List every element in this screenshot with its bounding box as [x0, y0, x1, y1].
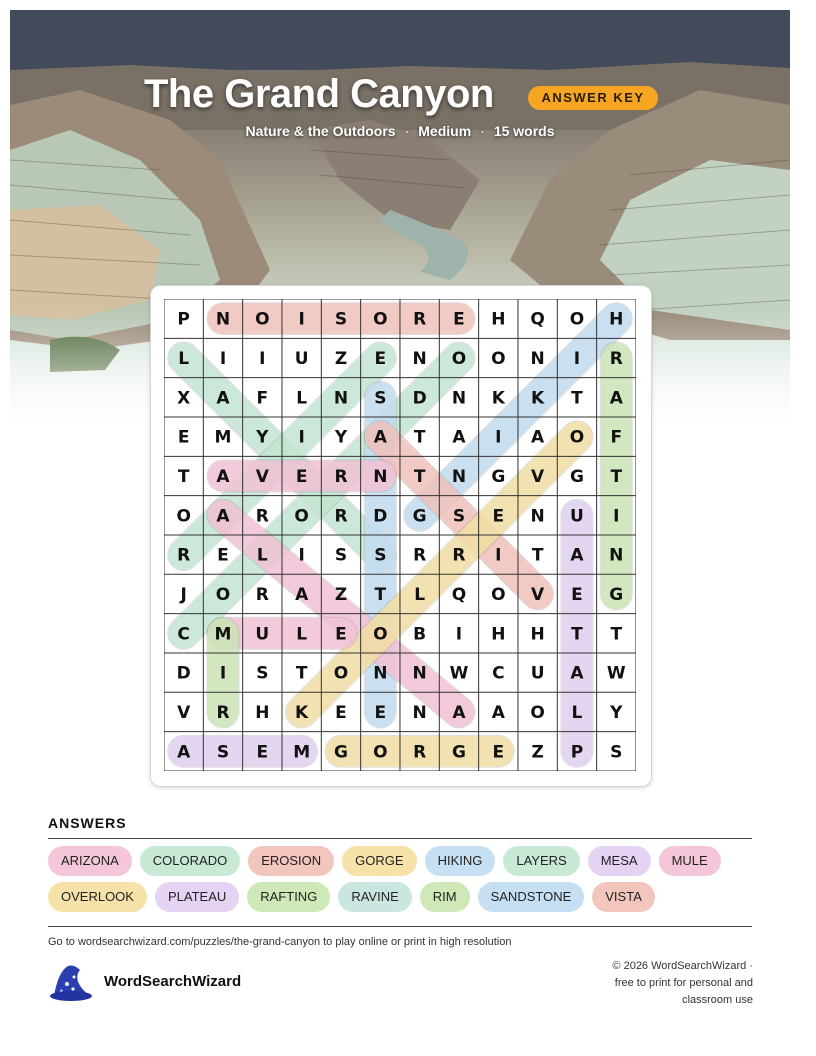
grid-cell[interactable]: I: [573, 348, 581, 369]
grid-cell[interactable]: N: [215, 309, 231, 330]
grid-cell[interactable]: R: [177, 545, 191, 566]
grid-cell[interactable]: D: [176, 663, 191, 684]
grid-cell[interactable]: Z: [334, 348, 348, 369]
answers-list: [48, 846, 768, 912]
grid-cell[interactable]: A: [452, 427, 466, 448]
answer-word: LAYERS: [503, 846, 579, 876]
grid-cell[interactable]: C: [177, 624, 190, 645]
grid-cell[interactable]: A: [609, 388, 623, 409]
grid-cell[interactable]: V: [531, 466, 545, 487]
grid-cell[interactable]: Y: [610, 702, 623, 723]
brand-name: WordSearchWizard: [104, 973, 242, 990]
grid-cell[interactable]: F: [610, 427, 623, 448]
grid-cell[interactable]: A: [373, 427, 387, 448]
grid-cell[interactable]: C: [492, 663, 505, 684]
grid-cell[interactable]: O: [373, 309, 388, 330]
grid-cell[interactable]: G: [569, 466, 584, 487]
answer-word: RAVINE: [338, 882, 411, 912]
grid-cell[interactable]: R: [413, 545, 427, 566]
grid-cell[interactable]: W: [606, 663, 626, 684]
answer-word: MULE: [659, 846, 721, 876]
grid-cell[interactable]: N: [451, 388, 467, 409]
grid-cell[interactable]: L: [256, 545, 268, 566]
grid-cell[interactable]: I: [298, 545, 305, 566]
grid-cell[interactable]: I: [298, 309, 305, 330]
grid-cell[interactable]: N: [373, 466, 388, 487]
answer-word: MESA: [588, 846, 651, 876]
grid-cell[interactable]: A: [216, 506, 230, 527]
divider: [48, 838, 752, 839]
grid-cell[interactable]: O: [569, 427, 585, 448]
grid-cell[interactable]: O: [294, 506, 309, 527]
grid-cell[interactable]: A: [177, 742, 191, 763]
grid-cell[interactable]: S: [610, 742, 623, 763]
grid-cell[interactable]: E: [492, 506, 505, 527]
answer-word: PLATEAU: [155, 882, 239, 912]
grid-cell[interactable]: E: [335, 624, 347, 645]
grid-cell[interactable]: L: [571, 702, 583, 723]
grid-cell[interactable]: A: [491, 702, 505, 723]
grid-cell[interactable]: S: [256, 663, 269, 684]
grid-cell[interactable]: T: [413, 466, 426, 487]
grid-cell[interactable]: Y: [334, 427, 348, 448]
grid-cell[interactable]: P: [570, 742, 584, 763]
grid-cell[interactable]: Q: [451, 584, 467, 605]
grid-cell[interactable]: O: [255, 309, 270, 330]
grid-cell[interactable]: H: [491, 309, 506, 330]
grid-cell[interactable]: I: [219, 663, 227, 684]
grid-cell[interactable]: I: [219, 348, 227, 369]
grid-cell[interactable]: R: [609, 348, 623, 369]
answer-word: HIKING: [425, 846, 496, 876]
grid-cell[interactable]: M: [214, 427, 232, 448]
grid-cell[interactable]: Z: [334, 584, 348, 605]
grid-cell[interactable]: N: [530, 506, 545, 527]
grid-cell[interactable]: S: [374, 545, 387, 566]
grid-cell[interactable]: L: [296, 624, 308, 645]
grid-cell[interactable]: A: [452, 702, 466, 723]
answer-word: COLORADO: [140, 846, 240, 876]
grid-cell[interactable]: N: [609, 545, 624, 566]
puzzle-meta: [0, 123, 800, 139]
answer-word: RAFTING: [247, 882, 330, 912]
grid-cell[interactable]: O: [491, 584, 506, 605]
grid-cell[interactable]: N: [530, 348, 545, 369]
grid-cell[interactable]: S: [334, 309, 348, 330]
grid-cell[interactable]: R: [255, 506, 269, 527]
grid-cell[interactable]: A: [531, 427, 545, 448]
grid-cell[interactable]: O: [333, 663, 349, 684]
grid-cell[interactable]: T: [531, 545, 544, 566]
grid-cell[interactable]: A: [570, 663, 584, 684]
grid-cell[interactable]: E: [256, 742, 269, 763]
grid-cell[interactable]: O: [451, 348, 467, 369]
grid-cell[interactable]: Z: [531, 742, 544, 763]
grid-cell[interactable]: E: [335, 702, 347, 723]
grid-cell[interactable]: I: [298, 427, 305, 448]
grid-cell[interactable]: E: [217, 545, 229, 566]
grid-cell[interactable]: T: [295, 663, 308, 684]
grid-cell[interactable]: O: [373, 742, 388, 763]
grid-cell[interactable]: U: [570, 506, 584, 527]
grid-cell[interactable]: O: [215, 584, 231, 605]
grid-cell[interactable]: L: [296, 388, 308, 409]
category-label: Nature & the Outdoors: [245, 123, 396, 139]
grid-cell[interactable]: N: [333, 388, 349, 409]
grid-cell[interactable]: N: [451, 466, 467, 487]
difficulty-label: Medium: [418, 123, 472, 139]
answers-heading: ANSWERS: [48, 815, 127, 831]
grid-cell[interactable]: K: [531, 388, 545, 409]
grid-cell[interactable]: L: [414, 584, 426, 605]
grid-cell[interactable]: R: [334, 506, 348, 527]
grid-cell[interactable]: T: [610, 624, 623, 645]
play-online-link[interactable]: Go to wordsearchwizard.com/puzzles/the-grand-canyon to play online or print in high resolution: [48, 936, 512, 948]
grid-cell[interactable]: A: [216, 388, 230, 409]
answer-word: ARIZONA: [48, 846, 132, 876]
grid-cell[interactable]: T: [413, 427, 426, 448]
answer-key-badge: ANSWER KEY: [528, 86, 658, 110]
grid-cell[interactable]: E: [374, 702, 387, 723]
grid-cell[interactable]: N: [412, 663, 427, 684]
grid-cell[interactable]: W: [449, 663, 469, 684]
grid-cell[interactable]: D: [412, 388, 427, 409]
grid-cell[interactable]: E: [453, 309, 465, 330]
grid-cell[interactable]: X: [177, 388, 191, 409]
grid-cell[interactable]: I: [495, 545, 502, 566]
meta-separator: ·: [480, 123, 485, 139]
grid-cell[interactable]: E: [492, 742, 505, 763]
copyright-line: © 2026 WordSearchWizard ·: [612, 960, 753, 972]
copyright-line: classroom use: [682, 994, 753, 1006]
grid-cell[interactable]: E: [571, 584, 583, 605]
grid-cell[interactable]: G: [334, 742, 348, 763]
grid-cell[interactable]: R: [255, 584, 269, 605]
grid-cell[interactable]: Y: [256, 427, 269, 448]
divider: [48, 926, 752, 927]
grid-cell[interactable]: R: [452, 545, 466, 566]
meta-separator: ·: [404, 123, 410, 139]
grid-cell[interactable]: R: [216, 702, 230, 723]
grid-cell[interactable]: T: [571, 624, 583, 645]
grid-cell[interactable]: D: [373, 506, 388, 527]
word-count-label: 15 words: [493, 123, 555, 139]
grid-cell[interactable]: N: [373, 663, 388, 684]
grid-cell[interactable]: E: [177, 427, 190, 448]
grid-cell[interactable]: G: [609, 584, 624, 605]
grid-cell[interactable]: T: [610, 466, 623, 487]
grid-cell[interactable]: E: [374, 348, 387, 369]
grid-cell[interactable]: B: [413, 624, 427, 645]
grid-cell[interactable]: O: [176, 506, 191, 527]
grid-cell[interactable]: E: [295, 466, 308, 487]
grid-cell[interactable]: I: [613, 506, 620, 527]
grid-cell[interactable]: A: [295, 584, 309, 605]
grid-cell[interactable]: S: [334, 545, 348, 566]
grid-cell[interactable]: V: [177, 702, 191, 723]
grid-cell[interactable]: J: [180, 584, 187, 605]
grid-cell[interactable]: A: [570, 545, 584, 566]
grid-cell[interactable]: H: [530, 624, 545, 645]
grid-cell[interactable]: I: [259, 348, 266, 369]
grid-cell[interactable]: Q: [530, 309, 545, 330]
wizard-hat-icon: [48, 962, 94, 1007]
grid-cell[interactable]: T: [177, 466, 190, 487]
grid-cell[interactable]: A: [216, 466, 230, 487]
grid-cell[interactable]: R: [334, 466, 348, 487]
grid-cell[interactable]: G: [451, 742, 466, 763]
grid-cell[interactable]: U: [294, 348, 309, 369]
grid-cell[interactable]: O: [373, 624, 388, 645]
grid-cell[interactable]: L: [178, 348, 190, 369]
word-search-grid[interactable]: [164, 299, 636, 771]
grid-cell[interactable]: I: [495, 427, 502, 448]
answer-word: RIM: [420, 882, 470, 912]
grid-cell[interactable]: R: [413, 309, 427, 330]
grid-cell[interactable]: U: [255, 624, 270, 645]
grid-cell[interactable]: F: [256, 388, 269, 409]
grid-cell[interactable]: H: [255, 702, 270, 723]
grid-cell[interactable]: H: [609, 309, 624, 330]
grid-cell[interactable]: N: [412, 348, 427, 369]
grid-cell[interactable]: K: [491, 388, 505, 409]
grid-cell[interactable]: M: [214, 624, 232, 645]
grid-cell[interactable]: G: [491, 466, 506, 487]
answer-word: EROSION: [248, 846, 334, 876]
grid-cell[interactable]: S: [216, 742, 230, 763]
grid-cell[interactable]: H: [491, 624, 506, 645]
grid-cell[interactable]: T: [374, 584, 387, 605]
grid-cell[interactable]: T: [571, 388, 583, 409]
grid-cell[interactable]: U: [530, 663, 545, 684]
grid-cell[interactable]: O: [491, 348, 506, 369]
grid-cell[interactable]: V: [255, 466, 269, 487]
grid-cell[interactable]: P: [177, 309, 190, 330]
grid-cell[interactable]: M: [293, 742, 311, 763]
grid-cell[interactable]: O: [530, 702, 545, 723]
grid-cell[interactable]: R: [413, 742, 427, 763]
page-title: The Grand Canyon: [144, 72, 494, 116]
answer-word: VISTA: [592, 882, 655, 912]
grid-cell[interactable]: K: [295, 702, 309, 723]
grid-cell[interactable]: O: [569, 309, 585, 330]
grid-cell[interactable]: I: [455, 624, 463, 645]
grid-cell[interactable]: G: [412, 506, 427, 527]
copyright-line: free to print for personal and: [614, 977, 753, 989]
grid-cell[interactable]: N: [412, 702, 427, 723]
answer-word: OVERLOOK: [48, 882, 147, 912]
grid-cell[interactable]: S: [374, 388, 387, 409]
answer-word: GORGE: [342, 846, 416, 876]
grid-cell[interactable]: V: [531, 584, 545, 605]
grid-cell[interactable]: S: [452, 506, 466, 527]
copyright-notice: [560, 958, 753, 1009]
answer-word: SANDSTONE: [478, 882, 585, 912]
